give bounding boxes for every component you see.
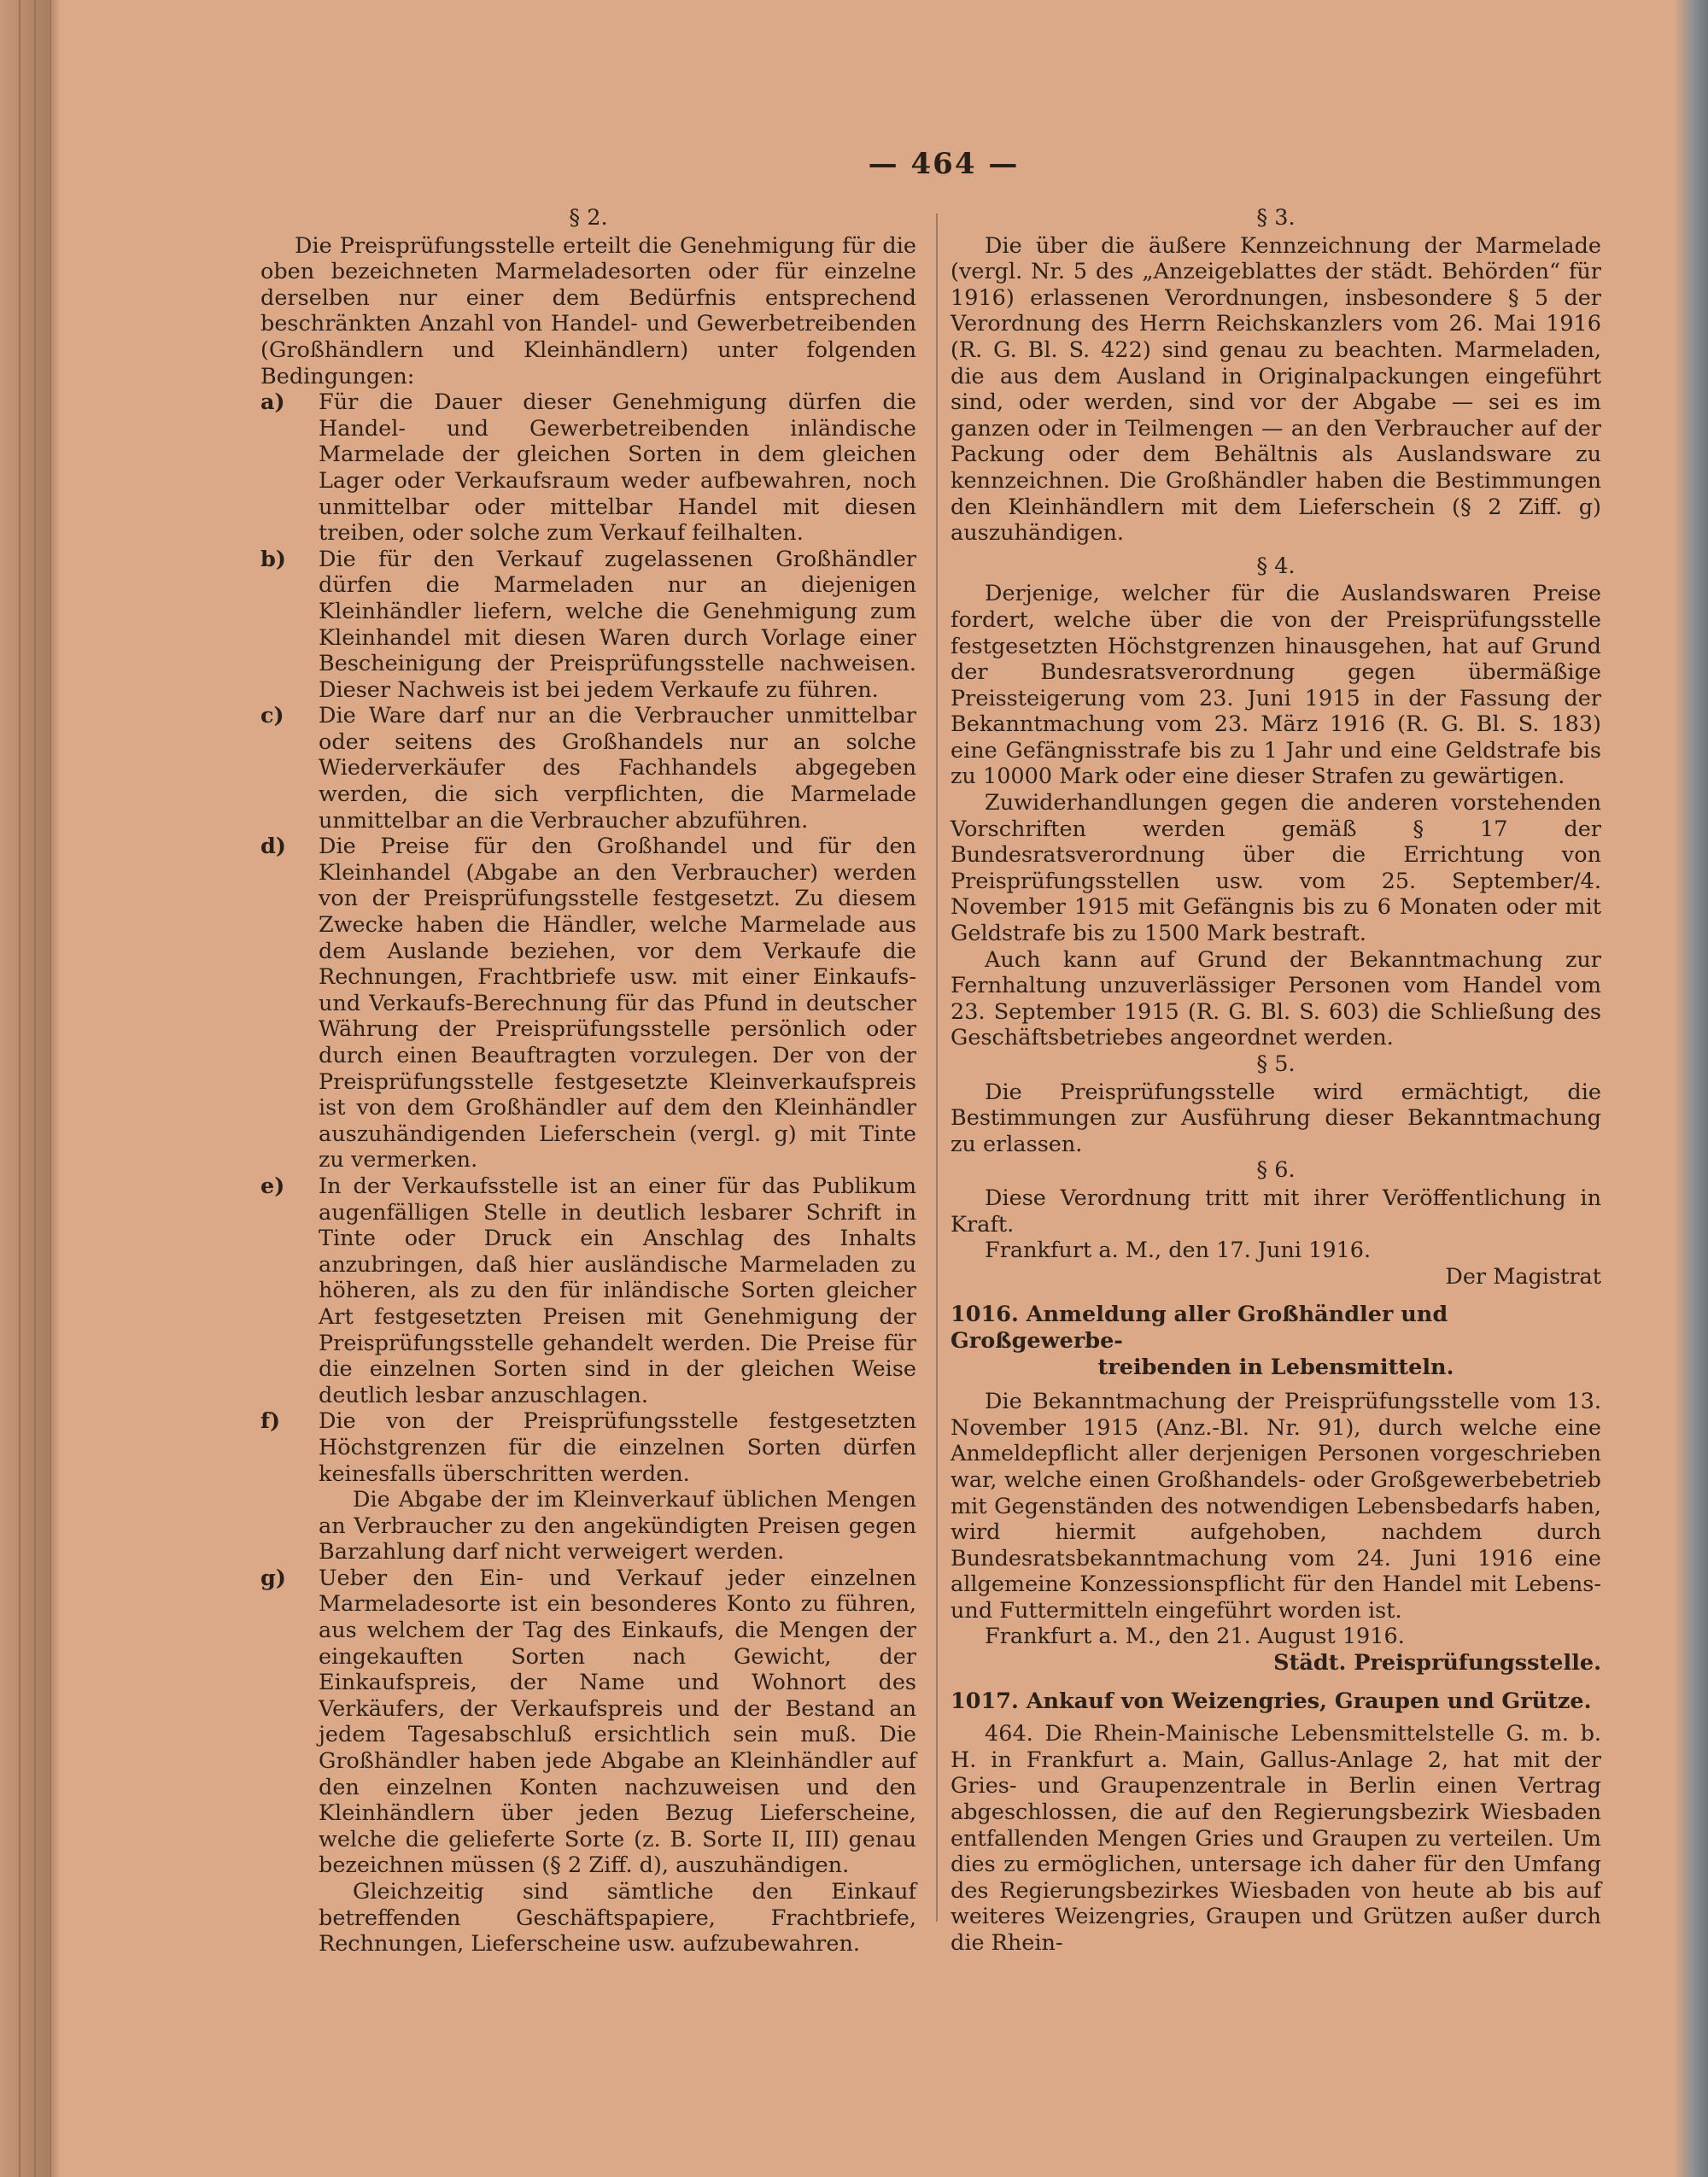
section-5-text: Die Preisprüfungsstelle wird ermächtigt, die Bestimmungen zur Ausführung dieser Bekanntmachung zu erlassen. (951, 1079, 1601, 1157)
list-item-label: c) (260, 703, 284, 729)
list-item-text: In der Verkaufsstelle ist an einer für das Publikum augenfälligen Stelle in deutlich lesbarer Schrift in Tinte oder Druck ein Anschlag des Inhalts anzubringen, daß hier ausländische Marmeladen zu höheren, als zu den für inländische Sorten gleicher Art festgesetzten Preisen mit Genehmigung der Preisprüfungsstelle gehandelt werden. Die Preise für die einzelnen Sorten sind in der gleichen Weise deutlich lesbar anzuschlagen. (319, 1173, 916, 1408)
list-item-text: Ueber den Ein- und Verkauf jeder einzelnen Marmeladesorte ist ein besonderes Konto zu führen, aus welchem der Tag des Einkaufs, die Mengen der eingekauften Sorten nach Gewicht, der Einkaufspreis, der Name und Wohnort des Verkäufers, der Verkaufspreis und der Bestand an jedem Tagesabschluß ersichtlich sein muß. Die Großhändler haben jede Abgabe an Kleinhändler auf den einzelnen Konten nachzuweisen und den Kleinhändlern über jeden Bezug Lieferscheine, welche die gelieferte Sorte (z. B. Sorte II, III) genau bezeichnen müssen (§ 2 Ziff. d), auszuhändigen. (319, 1565, 916, 1879)
section-4-paragraph: Zuwiderhandlungen gegen die anderen vorstehenden Vorschriften werden gemäß § 17 der Bundesratsverordnung über die Errichtung von Preisprüfungsstellen usw. vom 25. September/4. November 1915 mit Gefängnis bis zu 6 Monaten oder mit Geldstrafe bis zu 1500 Mark bestraft. (951, 790, 1601, 947)
section-3-text: Die über die äußere Kennzeichnung der Marmelade (vergl. Nr. 5 des „Anzeigeblattes der städt. Behörden“ für 1916) erlassenen Verordnungen, insbesondere § 5 der Verordnung des Herrn Reichskanzlers vom 26. Mai 1916 (R. G. Bl. S. 422) sind genau zu beachten. Marmeladen, die aus dem Ausland in Originalpackungen eingeführt sind, oder werden, sind vor der Abgabe — sei es im ganzen oder in Teilmengen — an den Verbraucher auf der Packung oder dem Behältnis als Auslandsware zu kennzeichnen. Die Großhändler haben die Bestimmungen den Kleinhändlern mit dem Lieferschein (§ 2 Ziff. g) auszuhändigen. (951, 232, 1601, 547)
item-g-followup: Gleichzeitig sind sämtliche den Einkauf betreffenden Geschäftspapiere, Frachtbriefe, Rechnungen, Lieferscheine usw. aufzubewahren. (319, 1879, 916, 1958)
list-item-label: g) (260, 1565, 286, 1591)
list-item-label: b) (260, 546, 286, 572)
item-f-followup: Die Abgabe der im Kleinverkauf üblichen Mengen an Verbraucher zu den angekündigten Preisen gegen Barzahlung darf nicht verweigert werden. (319, 1487, 916, 1565)
section-heading-3: § 3. (1256, 205, 1296, 231)
left-column (260, 205, 916, 1958)
page-edge-line (34, 0, 36, 2177)
section-heading-4: § 4. (1256, 553, 1296, 579)
list-item-a (260, 389, 916, 547)
page-edge-line (50, 0, 51, 2177)
signature: Der Magistrat (1445, 1263, 1601, 1290)
section-2-intro: Die Preisprüfungsstelle erteilt die Genehmigung für die oben bezeichneten Marmeladesorten oder für einzelne derselben nur einer dem Bedürfnis entsprechend beschränkten Anzahl von Handel- und Gewerbetreibenden (Großhändlern und Kleinhändlern) unter folgenden Bedingungen: (260, 232, 916, 389)
notice-1016-text: Die Bekanntmachung der Preisprüfungsstelle vom 13. November 1915 (Anz.-Bl. Nr. 91), durch welche eine Anmeldepflicht aller derjenigen Personen vorgeschrieben war, welche einen Großhandels- oder Großgewerbebetrieb mit Gegenständen des notwendigen Lebensbedarfs haben, wird hiermit aufgehoben, nachdem durch Bundesratsbekanntmachung vom 24. Juni 1916 eine allgemeine Konzessionspflicht für den Handel mit Lebens- und Futtermitteln eingeführt worden ist. (951, 1389, 1601, 1624)
column-divider (936, 214, 938, 1922)
section-heading-6: § 6. (1256, 1157, 1296, 1184)
section-heading-5: § 5. (1256, 1051, 1296, 1077)
notice-1017-text: 464. Die Rhein-Mainische Lebensmittelstelle G. m. b. H. in Frankfurt a. Main, Gallus-Anlage 2, hat mit der Gries- und Graupenzentrale in Berlin einen Vertrag abgeschlossen, die auf den Regierungsbezirk Wiesbaden entfallenden Mengen Gries und Graupen zu verteilen. Um dies zu ermöglichen, untersage ich daher für den Umfang des Regierungsbezirkes Wiesbaden von heute ab bis auf weiteres Weizengries, Graupen und Grützen außer durch die Rhein- (951, 1721, 1601, 1956)
list-item-label: f) (260, 1408, 281, 1435)
list-item-label: a) (260, 389, 285, 416)
list-item-text: Die für den Verkauf zugelassenen Großhändler dürfen die Marmeladen nur an diejenigen Kleinhändler liefern, welche die Genehmigung zum Kleinhandel mit diesen Waren durch Vorlage einer Bescheinigung der Preisprüfungsstelle nachweisen. Dieser Nachweis ist bei jedem Verkaufe zu führen. (319, 546, 916, 703)
dateline: Frankfurt a. M., den 21. August 1916. (985, 1624, 1405, 1650)
list-item-e (260, 1173, 916, 1408)
page-edge-line (19, 0, 20, 2177)
list-item-text: Die von der Preisprüfungsstelle festgesetzten Höchstgrenzen für die einzelnen Sorten dürfen keinesfalls überschritten werden. (319, 1408, 916, 1487)
section-4-paragraph: Auch kann auf Grund der Bekanntmachung zur Fernhaltung unzuverlässiger Personen vom Handel vom 23. September 1915 (R. G. Bl. S. 603) die Schließung des Geschäftsbetriebes angeordnet werden. (951, 946, 1601, 1051)
notice-1016-heading-cont: treibenden in Lebensmitteln. (1097, 1354, 1454, 1380)
notice-1017-heading: 1017. Ankauf von Weizengries, Graupen und Grütze. (951, 1688, 1592, 1714)
page-number: — 464 — (868, 147, 1020, 181)
list-item-text: Die Ware darf nur an die Verbraucher unmittelbar oder seitens des Großhandels nur an solche Wiederverkäufer des Fachhandels abgegeben werden, die sich verpflichten, die Marmelade unmittelbar an die Verbraucher abzuführen. (319, 703, 916, 834)
section-4-paragraph: Derjenige, welcher für die Auslandswaren Preise fordert, welche über die von der Preisprüfungsstelle festgesetzten Höchstgrenzen hinausgehen, hat auf Grund der Bundesratsverordnung gegen übermäßige Preissteigerung vom 23. Juni 1915 in der Fassung der Bekanntmachung vom 23. März 1916 (R. G. Bl. S. 183) eine Gefängnisstrafe bis zu 1 Jahr und eine Geldstrafe bis zu 10000 Mark oder eine dieser Strafen zu gewärtigen. (951, 581, 1601, 790)
list-item-b (260, 547, 916, 704)
section-6-text: Diese Verordnung tritt mit ihrer Veröffentlichung in Kraft. (951, 1185, 1601, 1238)
list-item-d (260, 834, 916, 1173)
list-item-label: d) (260, 834, 286, 860)
notice-1016-heading: 1016. Anmeldung aller Großhändler und Großgewerbe- (951, 1302, 1448, 1354)
list-item-text: Die Preise für den Großhandel und für den Kleinhandel (Abgabe an den Verbraucher) werden von der Preisprüfungsstelle festgesetzt. Zu diesem Zwecke haben die Händler, welche Marmelade aus dem Auslande beziehen, vor dem Verkaufe die Rechnungen, Frachtbriefe usw. mit einer Einkaufs- und Verkaufs-Berechnung für das Pfund in deutscher Währung der Preisprüfungsstelle persönlich oder durch einen Beauftragten vorzulegen. Der von der Preisprüfungsstelle festgesetzte Kleinverkaufspreis ist von dem Großhändler auf dem den Kleinhändler auszuhändigenden Lieferschein (vergl. g) mit Tinte zu vermerken. (319, 834, 916, 1173)
list-item-c (260, 703, 916, 834)
section-heading-2: § 2. (569, 205, 608, 231)
list-item-f (260, 1408, 916, 1487)
right-column (951, 205, 1601, 1957)
book-edge-right (1674, 0, 1708, 2177)
list-item-label: e) (260, 1173, 285, 1199)
signature: Städt. Preisprüfungsstelle. (1273, 1650, 1601, 1677)
list-item-g (260, 1565, 916, 1879)
dateline: Frankfurt a. M., den 17. Juni 1916. (985, 1238, 1372, 1264)
list-item-text: Für die Dauer dieser Genehmigung dürfen die Handel- und Gewerbetreibenden inländische Marmelade der gleichen Sorten in dem gleichen Lager oder Verkaufsraum weder aufbewahren, noch unmittelbar oder mittelbar Handel mit diesen treiben, oder solche zum Verkauf feilhalten. (319, 389, 916, 547)
